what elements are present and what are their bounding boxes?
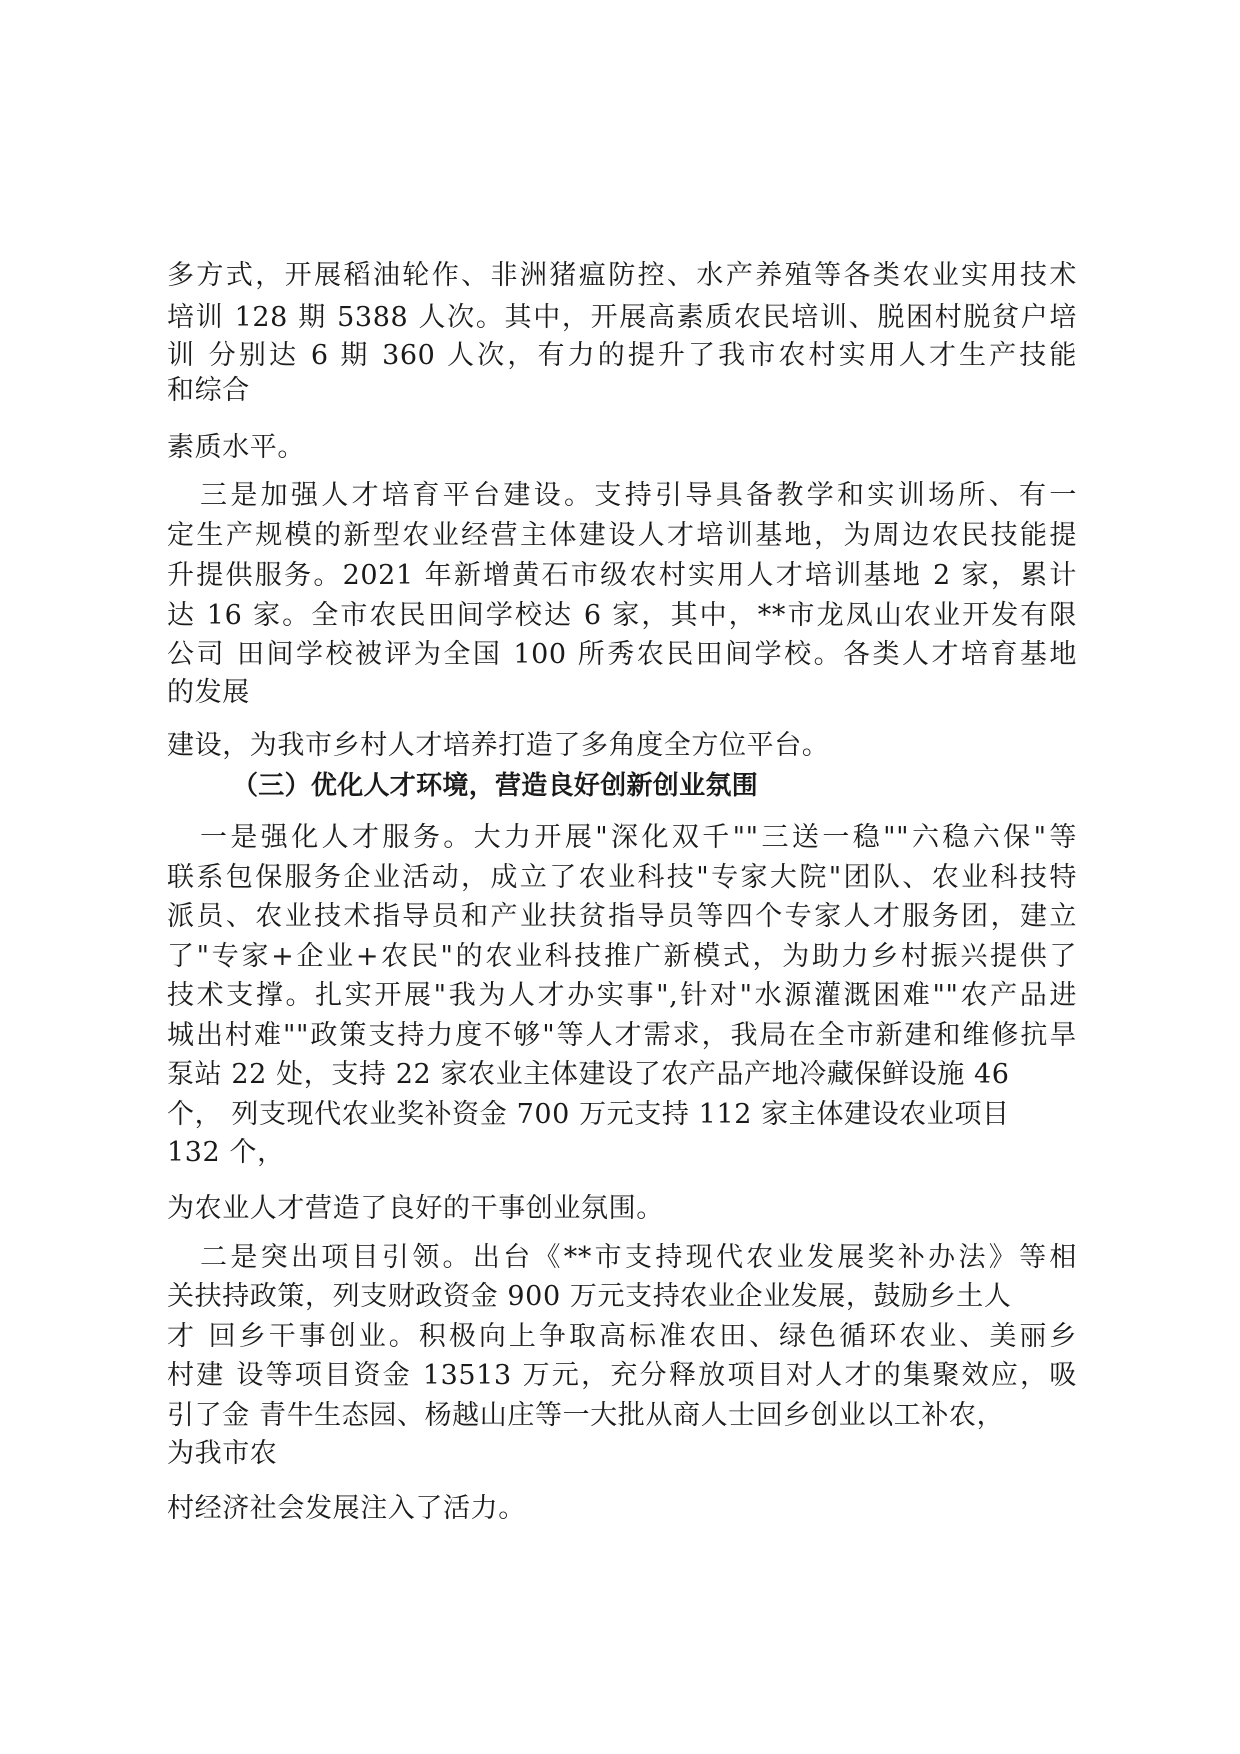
body-line: 132 个， [167,1137,285,1168]
body-line: 和综合 [167,375,250,406]
body-line: 了"专家+企业+农民"的农业科技推广新模式，为助力乡村振兴提供了 [167,941,1077,972]
body-line: 定生产规模的新型农业经营主体建设人才培训基地，为周边农民技能提 [167,520,1077,551]
body-line: 村建 设等项目资金 13513 万元，充分释放项目对人才的集聚效应，吸 [167,1360,1077,1391]
paragraph-first-line: 一是强化人才服务。大力开展"深化双千""三送一稳""六稳六保"等 [200,822,1077,853]
body-line: 引了金 青牛生态园、杨越山庄等一大批从商人士回乡创业以工补农， [167,1400,1005,1431]
body-line: 公司 田间学校被评为全国 100 所秀农民田间学校。各类人才培育基地 [167,639,1077,670]
body-line: 为我市农 [167,1438,278,1469]
body-line: 派员、农业技术指导员和产业扶贫指导员等四个专家人才服务团，建立 [167,901,1077,932]
body-line: 才 回乡干事创业。积极向上争取高标准农田、绿色循环农业、美丽乡 [167,1321,1077,1352]
body-line: 建设，为我市乡村人才培养打造了多角度全方位平台。 [167,730,830,761]
body-line: 培训 128 期 5388 人次。其中，开展高素质农民培训、脱困村脱贫户培 [167,302,1077,333]
body-line: 联系包保服务企业活动，成立了农业科技"专家大院"团队、农业科技特 [167,862,1077,893]
body-line: 技术支撑。扎实开展"我为人才办实事",针对"水源灌溉困难""农产品进 [167,980,1077,1011]
paragraph-first-line: 二是突出项目引领。出台《**市支持现代农业发展奖补办法》等相 [200,1242,1077,1273]
body-line: 为农业人才营造了良好的干事创业氛围。 [167,1193,664,1224]
body-line: 个， 列支现代农业奖补资金 700 万元支持 112 家主体建设农业项目 [167,1099,1010,1130]
body-line: 村经济社会发展注入了活力。 [167,1493,526,1524]
body-line: 关扶持政策，列支财政资金 900 万元支持农业企业发展，鼓励乡土人 [167,1281,1012,1312]
body-line: 泵站 22 处，支持 22 家农业主体建设了农产品产地冷藏保鲜设施 46 [167,1059,1010,1090]
body-line: 城出村难""政策支持力度不够"等人才需求，我局在全市新建和维修抗旱 [167,1020,1077,1051]
paragraph-first-line: 三是加强人才培育平台建设。支持引导具备教学和实训场所、有一 [200,480,1077,511]
section-heading: （三）优化人才环境，营造良好创新创业氛围 [232,771,759,801]
body-line: 素质水平。 [167,432,305,463]
body-line: 的发展 [167,677,250,708]
body-line: 达 16 家。全市农民田间学校达 6 家，其中，**市龙凤山农业开发有限 [167,600,1077,631]
body-line: 训 分别达 6 期 360 人次，有力的提升了我市农村实用人才生产技能 [167,340,1077,371]
body-line: 升提供服务。2021 年新增黄石市级农村实用人才培训基地 2 家，累计 [167,560,1077,591]
body-line: 多方式，开展稻油轮作、非洲猪瘟防控、水产养殖等各类农业实用技术 [167,260,1077,291]
